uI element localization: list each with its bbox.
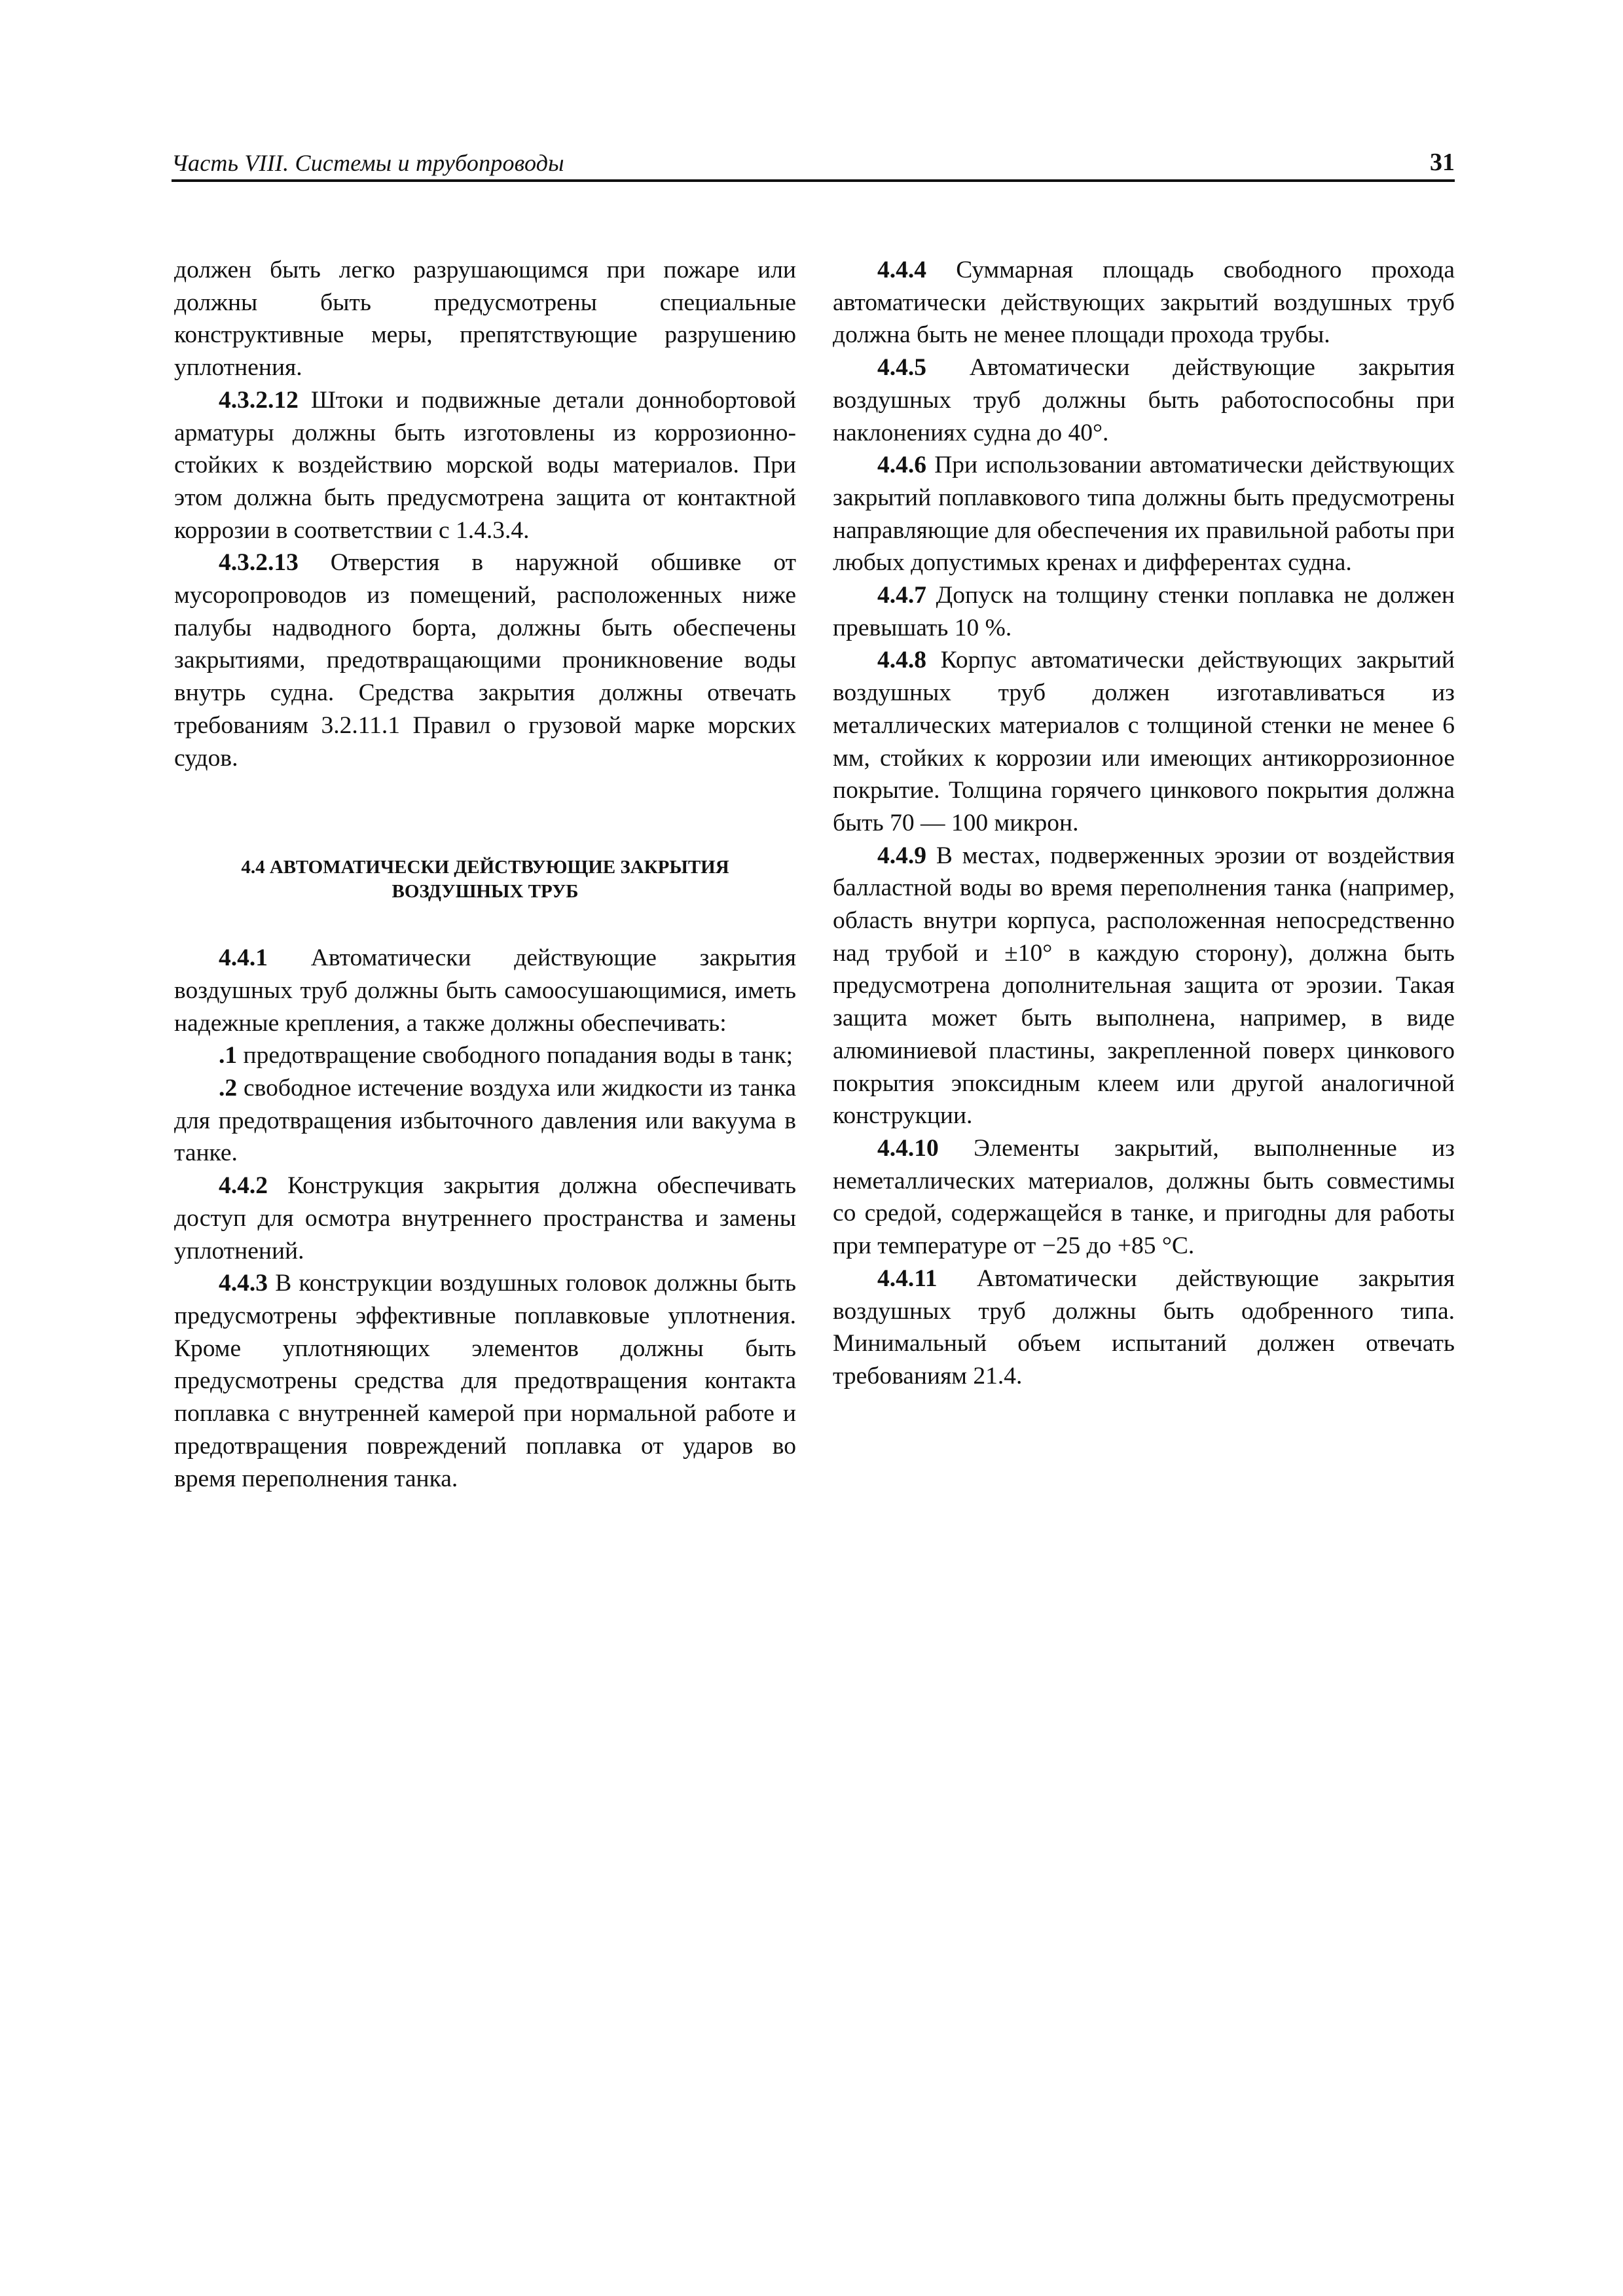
clause-number: 4.4.6 <box>877 452 926 479</box>
clause-text: Корпус автоматически действующих закрытий воздушных труб должен изготавливаться из металлических материалов с толщиной стенки не менее 6 мм, стойких к коррозии или имеющих антикоррозионное покрытие. Толщина горячего цинкового покрытия должна быть 70 — 100 микрон. <box>833 647 1455 836</box>
clause-number: 4.4.9 <box>877 842 926 869</box>
clause-text: В местах, подверженных эрозии от воздействия балластной воды во время переполнения танка (например, область внутри корпуса, расположенная непосредственно над трубой и ±10° в каждую сторону), должна быть предусмотрена дополнительная защита от эрозии. Такая защита может быть выполнена, например, в виде алюминиевой пластины, закрепленной поверх цинкового покрытия эпоксидным клеем или другой аналогичной конструкции. <box>833 842 1455 1130</box>
clause-text: Конструкция закрытия должна обеспечивать доступ для осмотра внутреннего пространства и замены уплотнений. <box>174 1172 796 1265</box>
clause-text: Автоматически действующие закрытия воздушных труб должны быть самоосушающимися, иметь надежные крепления, а также должны обеспечивать: <box>174 944 796 1037</box>
paragraph-4-4-7 <box>833 579 1455 644</box>
right-column <box>833 254 1455 1393</box>
paragraph-4-4-5 <box>833 351 1455 449</box>
item-text: предотвращение свободного попадания воды в танк; <box>237 1042 793 1069</box>
item-number: .2 <box>219 1075 238 1102</box>
paragraph-4-4-11 <box>833 1263 1455 1393</box>
paragraph-4-4-3 <box>174 1267 796 1495</box>
list-item-1 <box>174 1039 796 1072</box>
paragraph-4-3-2-12 <box>174 384 796 547</box>
continued-paragraph: должен быть легко разрушающимся при пожаре или должны быть предусмотрены специальные конструктивные меры, препятствующие разрушению уплотнения. <box>174 257 796 382</box>
clause-number: 4.4.7 <box>877 582 926 609</box>
clause-text: При использовании автоматически действующих закрытий поплавкового типа должны быть предусмотрены направляющие для обеспечения их правильной работы при любых допустимых кренах и дифферентах судна. <box>833 452 1455 577</box>
item-text: свободное истечение воздуха или жидкости из танка для предотвращения избыточного давления или вакуума в танке. <box>174 1075 796 1167</box>
clause-number: 4.4.8 <box>877 647 926 674</box>
clause-number: 4.4.3 <box>219 1270 268 1297</box>
clause-text: Автоматически действующие закрытия воздушных труб должны быть работоспособны при наклонениях судна до 40°. <box>833 354 1455 446</box>
header-title: Часть VIII. Системы и трубопроводы <box>172 150 564 176</box>
section-title <box>174 855 796 904</box>
clause-number: 4.4.1 <box>219 944 268 972</box>
paragraph-4-4-10 <box>833 1132 1455 1263</box>
clause-number: 4.4.10 <box>877 1134 939 1162</box>
clause-text: Штоки и подвижные детали доннобортовой арматуры должны быть изготовлены из коррозионно-стойких к воздействию морской воды материалов. При этом должна быть предусмотрена защита от контактной коррозии в соответствии с 1.4.3.4. <box>174 386 796 544</box>
paragraph-4-4-6 <box>833 449 1455 579</box>
paragraph-4-4-4 <box>833 254 1455 351</box>
clause-number: 4.3.2.13 <box>219 549 299 577</box>
paragraph-4-4-9 <box>833 840 1455 1132</box>
paragraph-4-4-1 <box>174 942 796 1039</box>
clause-text: Отверстия в наружной обшивке от мусоропроводов из помещений, расположенных ниже палубы надводного борта, должны быть обеспечены закрытиями, предотвращающими проникновение воды внутрь судна. Средства закрытия должны отвечать требованиям 3.2.11.1 Правил о грузовой марке морских судов. <box>174 549 796 772</box>
clause-number: 4.4.4 <box>877 257 926 283</box>
page-header <box>172 147 1455 182</box>
list-item-2 <box>174 1072 796 1170</box>
clause-text: Суммарная площадь свободного прохода автоматически действующих закрытий воздушных труб должна быть не менее площади прохода трубы. <box>833 257 1455 349</box>
paragraph-4-4-2 <box>174 1170 796 1267</box>
paragraph-4-3-2-13 <box>174 547 796 774</box>
paragraph-4-4-8 <box>833 644 1455 839</box>
clause-text: В конструкции воздушных головок должны быть предусмотрены эффективные поплавковые уплотнения. Кроме уплотняющих элементов должны быть предусмотрены средства для предотвращения контакта поплавка с внутренней камерой при нормальной работе и предотвращения повреждений поплавка от ударов во время переполнения танка. <box>174 1270 796 1492</box>
page-number: 31 <box>1430 149 1455 176</box>
clause-number: 4.3.2.12 <box>219 386 299 414</box>
clause-number: 4.4.11 <box>877 1265 938 1292</box>
left-column <box>174 254 796 1495</box>
clause-number: 4.4.2 <box>219 1172 268 1200</box>
clause-text: Допуск на толщину стенки поплавка не должен превышать 10 %. <box>833 582 1455 641</box>
clause-number: 4.4.5 <box>877 354 926 382</box>
section-title-line: 4.4 АВТОМАТИЧЕСКИ ДЕЙСТВУЮЩИЕ ЗАКРЫТИЯ <box>241 857 729 878</box>
item-number: .1 <box>219 1042 238 1069</box>
clause-text: Автоматически действующие закрытия воздушных труб должны быть одобренного типа. Минимальный объем испытаний должен отвечать требованиям 21.4. <box>833 1265 1455 1390</box>
section-title-line: ВОЗДУШНЫХ ТРУБ <box>392 881 579 903</box>
clause-text: Элементы закрытий, выполненные из неметаллических материалов, должны быть совместимы со средой, содержащейся в танке, и пригодны для работы при температуре от −25 до +85 °С. <box>833 1134 1455 1260</box>
